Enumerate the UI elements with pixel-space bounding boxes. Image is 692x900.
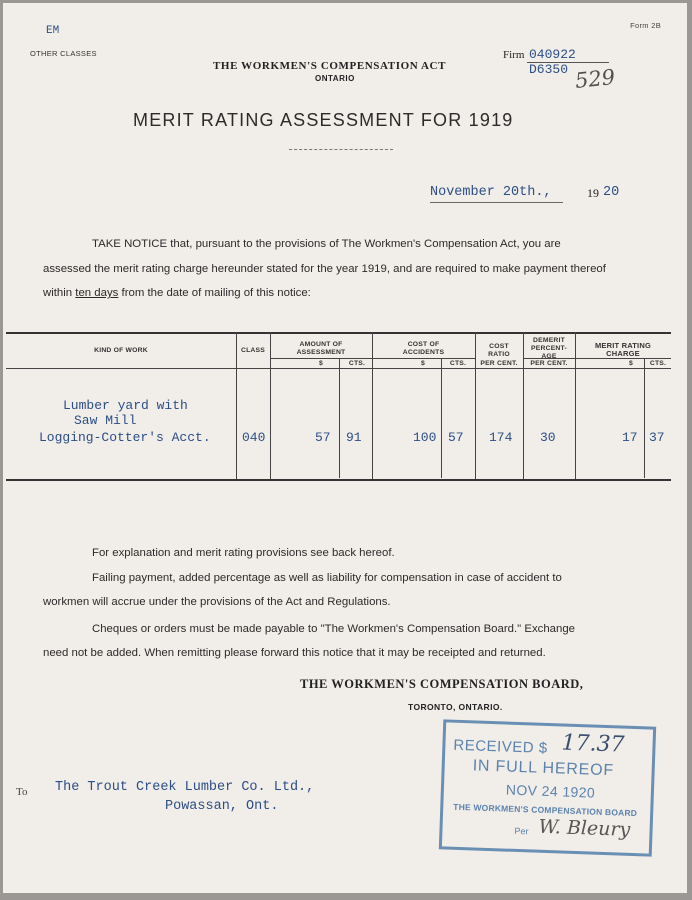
header-cost-of-accidents: COST OF ACCIDENTS (402, 341, 445, 356)
stamp-board: THE WORKMEN'S COMPENSATION BOARD (453, 801, 638, 819)
class-code: EM (46, 25, 60, 37)
header-cost-ratio: COST RATIO (488, 343, 510, 358)
date-underline (430, 202, 563, 203)
act-title: THE WORKMEN'S COMPENSATION ACT (213, 60, 447, 72)
footer-paragraph-3a: Cheques or orders must be made payable to "The Workmen's Compensation Board." Exchange (92, 623, 576, 635)
recipient-name: The Trout Creek Lumber Co. Ltd., (55, 780, 315, 795)
handwritten-note: 529 (573, 64, 617, 94)
header-amount: AMOUNT OF ASSESSMENT (296, 341, 346, 356)
kind-of-work-line-2: Saw Mill (74, 413, 137, 428)
firm-label: Firm (503, 49, 525, 61)
kind-of-work-line-1: Lumber yard with (63, 398, 188, 413)
firm-number: 040922 (529, 47, 576, 62)
received-stamp (439, 719, 656, 856)
board-city: TORONTO, ONTARIO. (408, 702, 503, 712)
document-page: Form 2B EM OTHER CLASSES THE WORKMEN'S COMPENSATION ACT ONTARIO Firm 040922 D6350 529 MERIT RATING ASSESSMENT FOR 1919 November 20th., 19 20 TAKE NOTICE that, pursuant to the provisions of The Workmen's Compensation Act, you are assessed the merit rating charge hereunder stated for the year 1919, and are required to make payment thereof within ten days from the date of mailing of this notice: KIND OF WORK CLASS AMOUNT OF ASSESSMENT COST OF ACCIDENTS COST RATIO DEMERIT PERCENT- AGE MERIT RATING CHARGE $ CTS. $ CTS. PER CENT. PER CENT. $ CTS. Lumber yard with Saw Mill Logging-Cotter's Acct. 040 57 91 100 57 174 30 17 37 For explanation and merit rating provisions see back hereof. Failing payment, added percentage as well as liability for compensation in case of accident to workmen will accrue under the provisions of the Act and Regulations. Cheques or orders must be made payable to "The Workmen's Compensation Board." Exchange need not be added. When remitting please forward this notice that it may be receipted and returned. THE WORKMEN'S COMPENSATION BOARD, TORONTO, ONTARIO. To The Trout Creek Lumber Co. Ltd., Powassan, Ont. RECEIVED $ 17.37 IN FULL HEREOF NOV 24 1920 THE WORKMEN'S COMPENSATION BOARD Per W. Bleury (3, 3, 687, 893)
charge-cents: 37 (649, 430, 665, 445)
cost-ratio-value: 174 (489, 430, 513, 445)
cost-cents: 57 (448, 430, 464, 445)
footer-paragraph-1: For explanation and merit rating provisions see back hereof. (92, 547, 395, 559)
notice-line-3: within ten days from the date of mailing of this notice: (43, 287, 311, 299)
cost-dollars: 100 (413, 430, 437, 445)
stamp-received: RECEIVED $ (453, 736, 548, 757)
to-label: To (16, 786, 28, 798)
header-demerit: DEMERIT PERCENT- AGE (531, 337, 567, 360)
assessment-cents: 91 (346, 430, 362, 445)
class-value: 040 (242, 430, 266, 445)
stamp-date: NOV 24 1920 (505, 781, 596, 801)
board-name: THE WORKMEN'S COMPENSATION BOARD, (300, 677, 584, 691)
charge-dollars: 17 (622, 430, 638, 445)
firm-code: D6350 (529, 62, 569, 77)
date-year: 20 (603, 185, 620, 200)
header-class: CLASS (240, 347, 266, 354)
title-rule (289, 149, 393, 150)
recipient-address: Powassan, Ont. (165, 799, 279, 814)
stamp-per: Per (514, 825, 529, 837)
other-classes-label: OTHER CLASSES (30, 49, 97, 58)
assessment-dollars: 57 (315, 430, 331, 445)
footer-paragraph-3b: need not be added. When remitting please forward this notice that it may be receipted and returned. (43, 647, 546, 659)
stamp-signature: W. Bleury (538, 815, 631, 841)
header-kind-of-work: KIND OF WORK (94, 347, 148, 354)
stamp-in-full: IN FULL HEREOF (472, 757, 615, 780)
footer-paragraph-2b: workmen will accrue under the provisions of the Act and Regulations. (43, 596, 391, 608)
demerit-value: 30 (540, 430, 556, 445)
province: ONTARIO (315, 74, 355, 83)
kind-of-work-line-3: Logging-Cotter's Acct. (39, 430, 211, 445)
page-title: MERIT RATING ASSESSMENT FOR 1919 (133, 110, 514, 130)
date-century: 19 (587, 186, 599, 200)
footer-paragraph-2a: Failing payment, added percentage as well as liability for compensation in case of accident to (92, 572, 562, 584)
form-code: Form 2B (630, 21, 661, 30)
date-day: November 20th., (430, 185, 552, 200)
notice-line-2: assessed the merit rating charge hereunder stated for the year 1919, and are required to make payment thereof (43, 263, 606, 275)
stamp-amount: 17.37 (561, 730, 625, 758)
header-merit-rating: MERIT RATING CHARGE (594, 341, 651, 358)
notice-line-1: TAKE NOTICE that, pursuant to the provisions of The Workmen's Compensation Act, you are (92, 238, 561, 250)
